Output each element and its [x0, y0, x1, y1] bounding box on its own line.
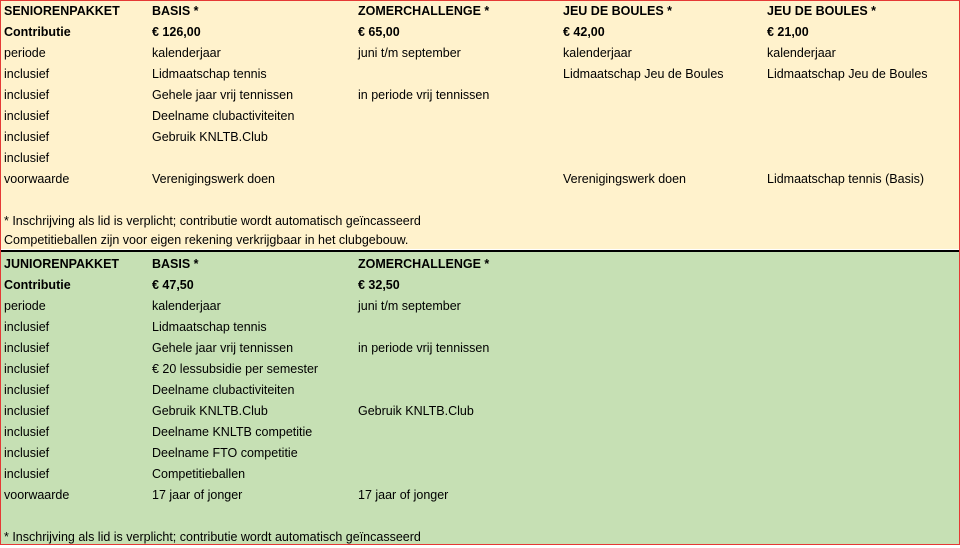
table-cell: in periode vrij tennissen — [358, 88, 490, 102]
senior-contributie-row — [1, 22, 959, 43]
table-cell: 17 jaar of jonger — [152, 488, 243, 502]
row-label: inclusief — [4, 446, 50, 460]
junior-package-section — [1, 250, 959, 544]
row-label: inclusief — [4, 404, 50, 418]
price-cell: € 47,50 — [152, 278, 194, 292]
row-label: Contributie — [4, 25, 71, 39]
table-cell: Lidmaatschap Jeu de Boules — [767, 67, 928, 81]
row-label: inclusief — [4, 151, 50, 165]
table-row — [1, 380, 959, 401]
table-cell: Gehele jaar vrij tennissen — [152, 88, 294, 102]
table-cell: Deelname clubactiviteiten — [152, 383, 295, 397]
senior-footnote: * Inschrijving als lid is verplicht; contributie wordt automatisch geïncasseerd — [4, 214, 421, 228]
junior-contributie-row — [1, 275, 959, 296]
table-row — [1, 401, 959, 422]
table-cell: kalenderjaar — [563, 46, 632, 60]
row-label: inclusief — [4, 130, 50, 144]
price-cell: € 65,00 — [358, 25, 400, 39]
senior-header-basis: BASIS * — [152, 4, 199, 18]
table-cell: Lidmaatschap tennis (Basis) — [767, 172, 925, 186]
price-cell: € 42,00 — [563, 25, 605, 39]
row-label: inclusief — [4, 383, 50, 397]
table-cell: Lidmaatschap Jeu de Boules — [563, 67, 724, 81]
table-cell: in periode vrij tennissen — [358, 341, 490, 355]
row-label: Contributie — [4, 278, 71, 292]
table-row — [1, 43, 959, 64]
table-cell: € 20 lessubsidie per semester — [152, 362, 319, 376]
senior-header-jeu-de-boules-2: JEU DE BOULES * — [767, 4, 877, 18]
table-cell: Gebruik KNLTB.Club — [152, 130, 268, 144]
junior-footnote: * Inschrijving als lid is verplicht; contributie wordt automatisch geïncasseerd — [4, 530, 421, 544]
row-label: inclusief — [4, 341, 50, 355]
junior-header-basis: BASIS * — [152, 257, 199, 271]
table-cell: Lidmaatschap tennis — [152, 67, 267, 81]
table-row — [1, 64, 959, 85]
table-cell: 17 jaar of jonger — [358, 488, 449, 502]
price-cell: € 32,50 — [358, 278, 400, 292]
row-label: inclusief — [4, 320, 50, 334]
table-cell: Gebruik KNLTB.Club — [152, 404, 268, 418]
table-cell: Verenigingswerk doen — [563, 172, 686, 186]
junior-header-zomerchallenge: ZOMERCHALLENGE * — [358, 257, 490, 271]
table-cell: kalenderjaar — [767, 46, 836, 60]
table-cell: juni t/m september — [358, 299, 461, 313]
table-cell: Deelname KNLTB competitie — [152, 425, 313, 439]
table-cell: kalenderjaar — [152, 299, 221, 313]
table-row — [1, 485, 959, 506]
table-row — [1, 338, 959, 359]
table-row — [1, 296, 959, 317]
table-row — [1, 127, 959, 148]
junior-header-label: JUNIORENPAKKET — [4, 257, 120, 271]
senior-header-label: SENIORENPAKKET — [4, 4, 120, 18]
senior-header-jeu-de-boules: JEU DE BOULES * — [563, 4, 673, 18]
price-cell: € 21,00 — [767, 25, 809, 39]
row-label: inclusief — [4, 67, 50, 81]
price-cell: € 126,00 — [152, 25, 201, 39]
row-label: periode — [4, 299, 46, 313]
row-label: inclusief — [4, 109, 50, 123]
table-cell: Verenigingswerk doen — [152, 172, 275, 186]
table-cell: Competitieballen — [152, 467, 246, 481]
senior-header-zomerchallenge: ZOMERCHALLENGE * — [358, 4, 490, 18]
table-row — [1, 317, 959, 338]
senior-footnote-balls: Competitieballen zijn voor eigen rekening verkrijgbaar in het clubgebouw. — [4, 233, 409, 247]
table-row — [1, 464, 959, 485]
table-cell: Gebruik KNLTB.Club — [358, 404, 474, 418]
table-row — [1, 359, 959, 380]
table-cell: kalenderjaar — [152, 46, 221, 60]
table-cell: Gehele jaar vrij tennissen — [152, 341, 294, 355]
table-row — [1, 106, 959, 127]
row-label: inclusief — [4, 362, 50, 376]
table-cell: Lidmaatschap tennis — [152, 320, 267, 334]
row-label: voorwaarde — [4, 488, 70, 502]
table-row — [1, 169, 959, 190]
row-label: inclusief — [4, 467, 50, 481]
row-label: voorwaarde — [4, 172, 70, 186]
row-label: inclusief — [4, 425, 50, 439]
table-row — [1, 422, 959, 443]
senior-package-section — [1, 1, 959, 249]
row-label: inclusief — [4, 88, 50, 102]
table-cell: juni t/m september — [358, 46, 461, 60]
table-cell: Deelname clubactiviteiten — [152, 109, 295, 123]
senior-header-row — [1, 1, 959, 22]
table-row — [1, 148, 959, 169]
table-row — [1, 443, 959, 464]
junior-header-row — [1, 254, 959, 275]
row-label: periode — [4, 46, 46, 60]
table-row — [1, 85, 959, 106]
table-cell: Deelname FTO competitie — [152, 446, 298, 460]
